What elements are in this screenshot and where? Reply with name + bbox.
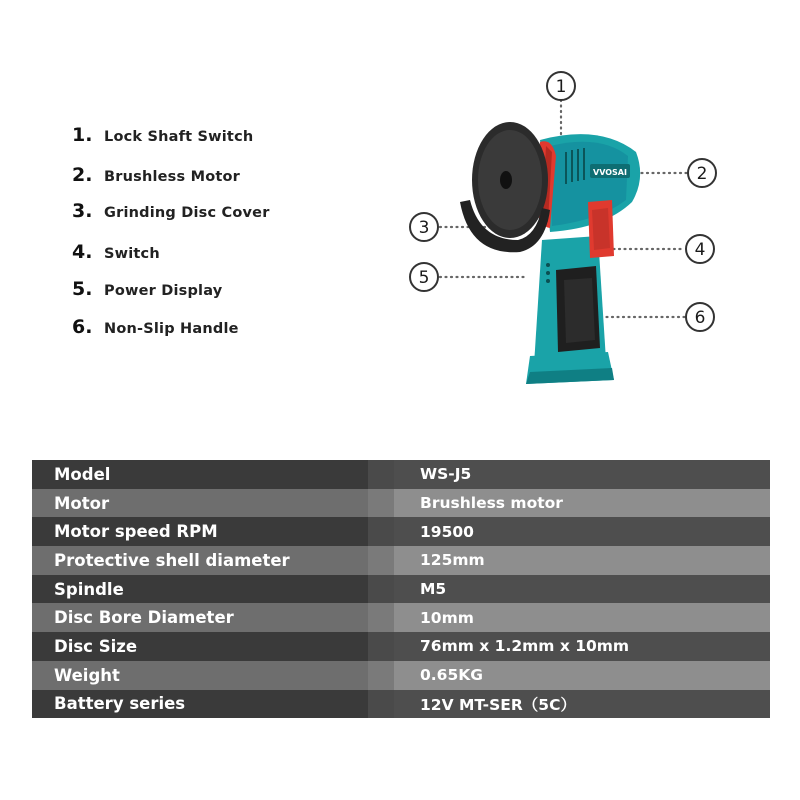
callout-1 — [547, 72, 575, 100]
spec-row-weight — [32, 661, 770, 690]
spec-row-model — [32, 460, 770, 489]
feature-label: Switch — [104, 246, 160, 262]
grinding-disc — [460, 122, 550, 252]
callout-4 — [686, 235, 714, 263]
brand-logo-text: VVOSAI — [593, 168, 627, 177]
callout-2 — [688, 159, 716, 187]
svg-text:4: 4 — [694, 240, 706, 260]
feature-number: 6. — [72, 316, 93, 338]
power-display-icon — [546, 263, 550, 267]
feature-label: Power Display — [104, 283, 223, 299]
spec-divider — [368, 489, 394, 518]
feature-label: Non-Slip Handle — [104, 321, 239, 337]
spec-key: Disc Bore Diameter — [32, 603, 368, 632]
spec-divider — [368, 661, 394, 690]
feature-number: 4. — [72, 241, 93, 263]
spec-row-battery — [32, 690, 770, 719]
spec-value: M5 — [394, 575, 770, 604]
spec-row-motor — [32, 489, 770, 518]
svg-text:6: 6 — [694, 308, 706, 328]
spec-value: 10mm — [394, 603, 770, 632]
spec-divider — [368, 575, 394, 604]
spec-divider — [368, 460, 394, 489]
spec-value: Brushless motor — [394, 489, 770, 518]
feature-number: 1. — [72, 124, 93, 146]
spec-key: Motor — [32, 489, 368, 518]
spec-row-disc-bore — [32, 603, 770, 632]
feature-number: 3. — [72, 200, 93, 222]
svg-text:5: 5 — [418, 268, 430, 288]
spec-row-disc-size — [32, 632, 770, 661]
feature-item — [72, 241, 160, 263]
spec-divider — [368, 603, 394, 632]
grinder-handle — [526, 236, 614, 384]
feature-item — [72, 278, 222, 300]
spec-value: WS-J5 — [394, 460, 770, 489]
feature-item — [72, 316, 239, 338]
angle-grinder-illustration — [400, 60, 740, 400]
callout-5 — [410, 263, 438, 291]
spec-value: 76mm x 1.2mm x 10mm — [394, 632, 770, 661]
spec-divider — [368, 517, 394, 546]
spec-key: Battery series — [32, 690, 368, 719]
callout-6 — [686, 303, 714, 331]
spec-key: Motor speed RPM — [32, 517, 368, 546]
spec-divider — [368, 546, 394, 575]
spec-key: Model — [32, 460, 368, 489]
spec-row-spindle — [32, 575, 770, 604]
spec-value: 125mm — [394, 546, 770, 575]
feature-item — [72, 164, 240, 186]
feature-item — [72, 124, 253, 146]
feature-number: 5. — [72, 278, 93, 300]
spec-key: Weight — [32, 661, 368, 690]
callout-3 — [410, 213, 438, 241]
feature-item — [72, 200, 270, 222]
feature-label: Lock Shaft Switch — [104, 129, 254, 145]
feature-number: 2. — [72, 164, 93, 186]
svg-text:1: 1 — [555, 77, 567, 97]
spec-divider — [368, 632, 394, 661]
spec-key: Disc Size — [32, 632, 368, 661]
spec-key: Protective shell diameter — [32, 546, 368, 575]
svg-text:2: 2 — [696, 164, 708, 184]
svg-text:3: 3 — [418, 218, 430, 238]
feature-label: Brushless Motor — [104, 169, 241, 185]
spec-row-motor-speed — [32, 517, 770, 546]
spec-row-shell-diameter — [32, 546, 770, 575]
spec-value: 12V MT-SER（5C） — [394, 690, 770, 719]
spec-table — [32, 460, 770, 718]
spec-key: Spindle — [32, 575, 368, 604]
spec-divider — [368, 690, 394, 719]
spec-value: 19500 — [394, 517, 770, 546]
feature-label: Grinding Disc Cover — [104, 205, 270, 221]
spec-value: 0.65KG — [394, 661, 770, 690]
